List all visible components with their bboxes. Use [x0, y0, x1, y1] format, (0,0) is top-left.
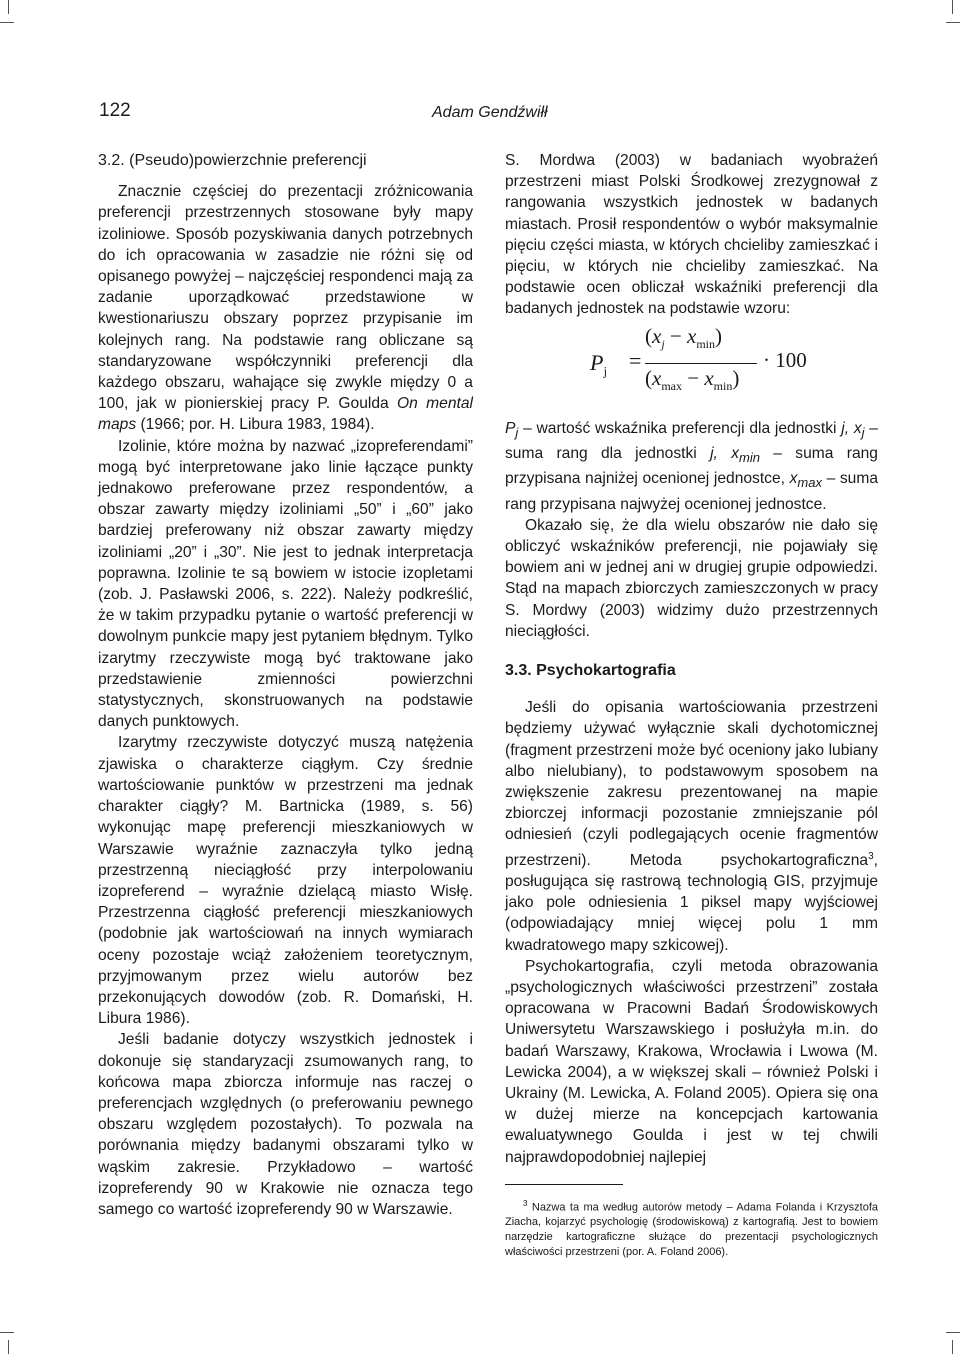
- paragraph: S. Mordwa (2003) w badaniach wyobrażeń przestrzeni miast Polski Środkowej zrezygnował z rangowania wszystkich jednostek w badanych miastach. Prosił respondentów o wybór maksymalnie pięciu części miasta, w których chcieliby zamieszkać i pięciu, w których nie chcieliby zamieszkać. Na podstawie ocen obliczał wskaźniki preferencji dla badanych jednostek na podstawie wzoru:: [505, 152, 878, 318]
- crop-mark: [8, 1340, 9, 1354]
- formula-multiplier: · 100: [763, 347, 807, 372]
- formula-definitions: $P_j$ – wartość wskaźnika preferencji dla jednostki j, $x_j$ – suma rang dla jednostki j, $x_{min}$ – suma rang przypisana najniżej ocenionej jednostce, $x_{max}$ – suma rang przypisana najwyżej ocenionej jednostce.: [505, 419, 879, 513]
- crop-mark: [946, 22, 960, 23]
- crop-mark: [0, 22, 14, 23]
- footnote: $^3$ Nazwa ta ma według autorów metody – Adama Folanda i Krzysztofa Ziacha, kojarzyć psychologię (środowiskową) z kartografią. Jest to bowiem narzędzie kartograficzne służące do prezentacji psychologicznych właściwości przestrzeni (por. A. Foland 2006).: [505, 1198, 878, 1258]
- right-column: [505, 150, 878, 1260]
- left-column: [98, 150, 473, 1220]
- page-number: 122: [99, 100, 131, 121]
- paragraph: Psychokartografia, czyli metoda obrazowania „psychologicznych właściwości przestrzeni” została opracowana w Pracowni Badań Środowiskowych Uniwersytetu Warszawskiego i posłużyła m.in. do badań Warszawy, Krakowa, Wrocławia i Lwowa (M. Lewicka 2004), a w większej skali – również Polski i Ukrainy (M. Lewicka, A. Foland 2005). Opiera się ona w dużej mierze na koncepcjach kartowania ewaluatywnego Goulda i jest w tej chwili najprawdopodobniej najlepiej: [505, 957, 878, 1166]
- paragraph: Izarytmy rzeczywiste dotyczyć muszą natężenia zjawiska o charakterze ciągłym. Czy średnie wartościowanie punktów w przestrzeni ma jednak charakter ciągły? M. Bartnicka (1989, s. 56) wykonując mapę preferencji mieszkaniowych w Warszawie wyraźnie zaznaczyła tylko jedną przestrzenną nieciągłość przy interpolowaniu izopreferend – wyraźnie dzielącą miasto Wisłę. Przestrzenna ciągłość preferencji mieszkaniowych (podobnie jak wartościowań na innych wymiarach oceny pozostaje wciąż założeniem teoretycznym, przyjmowanym przez wielu autorów bez przekonujących dowodów (zob. R. Domański, H. Libura 1986).: [98, 734, 473, 1028]
- footnote-ref[interactable]: 3: [868, 850, 874, 862]
- formula-lhs: $P_j$: [590, 349, 608, 379]
- crop-mark: [952, 0, 953, 14]
- paragraph: Jeśli do opisania wartościowania przestrzeni będziemy używać wyłącznie skali dychotomicznej (fragment przestrzeni może być oceniony jako lubiany albo nielubiany), to podstawowym sposobem na zwiększenie zakresu prezentowanej na mapie zbiorczej informacji pozostanie zmniejszanie pól odniesień (czyli podlegających ocenie fragmentów przestrzeni). Metoda psychokartograficzna$^3$, posługująca się rastrową technologią GIS, przyjmuje jako pole odniesienia 1 piksel mapy wyjściowej (odpowiadający mniej więcej polu 1 mm kwadratowego mapy szkicowej).: [505, 699, 878, 954]
- footnote-divider: [505, 1184, 623, 1185]
- crop-mark: [946, 1332, 960, 1333]
- formula-denominator: $(x_{max} - x_{min})$: [645, 365, 740, 393]
- section-heading: 3.3. Psychokartografia: [505, 661, 676, 679]
- formula-numerator: $(x_j - x_{min})$: [645, 323, 723, 351]
- fraction-bar: [645, 363, 757, 364]
- crop-mark: [0, 1332, 14, 1333]
- paragraph: Okazało się, że dla wielu obszarów nie dało się obliczyć wskaźników preferencji, nie pojawiały się bowiem ani w jednej ani w drugiej grupie odpowiedzi. Stąd na mapach zbiorczych zamieszczonych w pracy S. Mordwy (2003) widzimy dużo przestrzennych nieciągłości.: [505, 516, 878, 640]
- book-title: On mental maps: [98, 395, 473, 434]
- crop-mark: [8, 0, 9, 14]
- paragraph: Jeśli badanie dotyczy wszystkich jednostek i dokonuje się standaryzacji zsumowanych rang, to końcowa mapa zbiorcza informuje nas raczej o preferencjach względnych (o preferowaniu pewnego obszaru względem pozostałych). To pozwala na porównania między badanymi obszarami tylko w wąskim zakresie. Przykładowo – wartość izopreferendy 90 w Krakowie nie oznacza tego samego co wartość izopreferendy 90 w Warszawie.: [98, 1031, 473, 1218]
- running-header-author: Adam Gendźwiłł: [432, 104, 548, 121]
- preference-formula: [505, 323, 878, 410]
- paragraph: Izolinie, które można by nazwać „izopreferendami” mogą być interpretowane jako linie łączące punkty jednakowo preferowane przez respondentów, a obszar zawarty między izoliniami „50” i „60” jako bardziej preferowany niż obszar zawarty między izoliniami „20” i „30”. Nie jest to jednak interpretacja poprawna. Izolinie te są bowiem w istocie izopletami (zob. J. Pasławski 2006, s. 222). Należy podkreślić, że w takim przypadku pytanie o wartość preferencji w dowolnym punkcie mapy jest pytaniem błędnym. Tylko izarytmy rzeczywiste mogą być traktowane jako przedstawienie zmienności powierzchni statystycznych, skonstruowanych na podstawie danych punktowych.: [98, 437, 474, 731]
- crop-mark: [952, 1340, 953, 1354]
- paragraph: Znacznie częściej do prezentacji zróżnicowania preferencji przestrzennych stosowane były mapy izoliniowe. Sposób pozyskiwania danych potrzebnych do ich opracowania w zasadzie nie różni się od opisanego powyżej – najczęściej respondenci mają za zadanie uporządkować przedstawione w kwestionariuszu obszary poprzez przypisanie im kolejnych rang. Na podstawie rang obliczane są standaryzowane współczynniki preferencji dla każdego obszaru, wahające się zwykle między 0 a 100, jak w pionierskiej pracy P. Goulda On mental maps (1966; por. H. Libura 1983, 1984).: [98, 183, 473, 434]
- formula-equals: =: [629, 347, 642, 373]
- section-heading: 3.2. (Pseudo)powierzchnie preferencji: [98, 152, 367, 169]
